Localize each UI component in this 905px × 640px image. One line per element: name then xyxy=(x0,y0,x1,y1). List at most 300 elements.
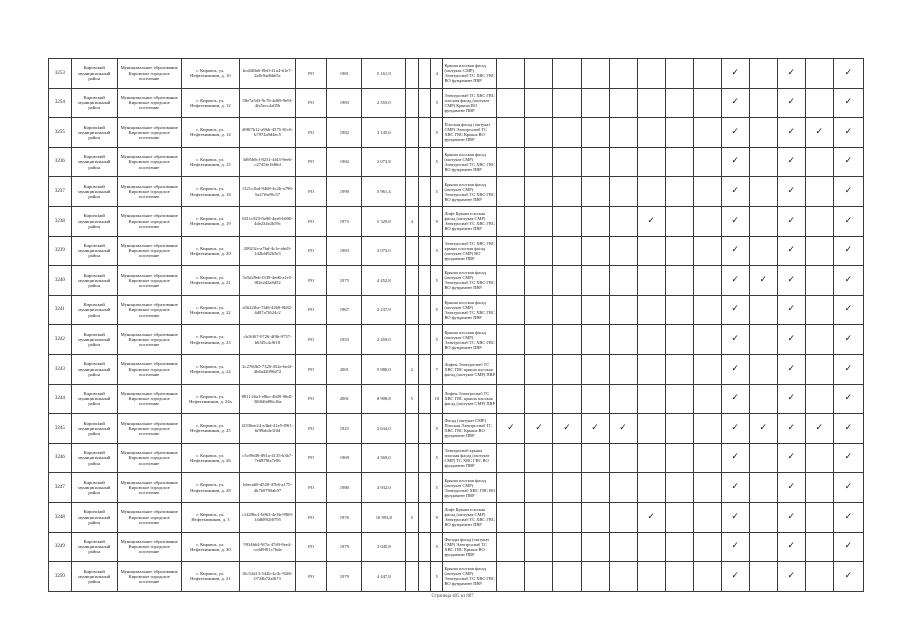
empty-cell xyxy=(749,325,777,355)
underground-cell xyxy=(418,236,430,266)
check-mark-icon: ✓ xyxy=(721,236,749,266)
year-cell: 1982 xyxy=(327,147,362,177)
entrances-cell: 5 xyxy=(430,266,442,296)
empty-cell xyxy=(581,502,609,532)
underground-cell xyxy=(418,325,430,355)
empty-cell xyxy=(609,88,637,118)
check-mark-icon: ✓ xyxy=(553,414,581,444)
area-cell: 2 355,0 xyxy=(362,88,406,118)
empty-cell xyxy=(693,473,721,503)
underground-cell xyxy=(418,59,430,89)
empty-cell xyxy=(581,88,609,118)
empty-cell xyxy=(609,473,637,503)
empty-cell xyxy=(581,59,609,89)
year-cell: 1981 xyxy=(327,59,362,89)
empty-cell xyxy=(553,206,581,236)
empty-cell xyxy=(637,177,665,207)
area-cell: 3 073,0 xyxy=(362,236,406,266)
table-row xyxy=(49,562,864,592)
check-mark-icon: ✓ xyxy=(777,177,805,207)
empty-cell xyxy=(805,473,833,503)
entrances-cell: 5 xyxy=(430,473,442,503)
empty-cell xyxy=(497,295,525,325)
empty-cell xyxy=(525,532,553,562)
check-mark-icon: ✓ xyxy=(777,147,805,177)
table-row xyxy=(49,147,864,177)
empty-cell xyxy=(637,414,665,444)
house-code-cell: 1321c2bd-9468-4c2b-a796-5a27f6e9fc57 xyxy=(239,177,295,207)
year-cell: 1983 xyxy=(327,236,362,266)
fund-form-cell: РО xyxy=(296,206,327,236)
address-cell: г. Кировск, ул. Нефтехимиков, д. 30 xyxy=(181,532,239,562)
row-number: 3239 xyxy=(49,236,72,266)
row-number: 3247 xyxy=(49,473,72,503)
underground-cell xyxy=(418,118,430,148)
area-cell: 4 452,8 xyxy=(362,266,406,296)
entrances-cell: 5 xyxy=(430,562,442,592)
house-code-cell: 58e7a5d3-9c76-4d69-9e9f-4fe5ecc4a05b xyxy=(239,88,295,118)
address-cell: г. Кировск, ул. Нефтехимиков, д. 22 xyxy=(181,295,239,325)
empty-cell xyxy=(665,88,693,118)
district-cell: Кировский муниципальный район xyxy=(71,532,117,562)
empty-cell xyxy=(497,384,525,414)
underground-cell xyxy=(418,266,430,296)
address-cell: г. Кировск, ул. Нефтехимиков, д. 24а xyxy=(181,384,239,414)
fund-form-cell: РО xyxy=(296,147,327,177)
check-mark-icon: ✓ xyxy=(833,473,863,503)
empty-cell xyxy=(553,532,581,562)
empty-cell xyxy=(749,177,777,207)
check-mark-icon: ✓ xyxy=(833,295,863,325)
check-mark-icon: ✓ xyxy=(777,354,805,384)
empty-cell xyxy=(609,147,637,177)
district-cell: Кировский муниципальный район xyxy=(71,59,117,89)
area-cell: 5 980,0 xyxy=(362,354,406,384)
row-number: 3240 xyxy=(49,266,72,296)
check-mark-icon: ✓ xyxy=(609,414,637,444)
empty-cell xyxy=(637,473,665,503)
empty-cell xyxy=(497,325,525,355)
floors-cell xyxy=(406,295,418,325)
empty-cell xyxy=(553,59,581,89)
municipality-cell: Муниципальное образование Кировское городское поселение xyxy=(117,502,181,532)
empty-cell xyxy=(749,384,777,414)
check-mark-icon: ✓ xyxy=(749,266,777,296)
empty-cell xyxy=(581,118,609,148)
area-cell: 2 237,9 xyxy=(362,295,406,325)
empty-cell xyxy=(749,562,777,592)
area-cell: 8 908,8 xyxy=(362,384,406,414)
empty-cell xyxy=(637,118,665,148)
empty-cell xyxy=(693,414,721,444)
entrances-cell: 4 xyxy=(430,59,442,89)
empty-cell xyxy=(637,325,665,355)
empty-cell xyxy=(665,502,693,532)
empty-cell xyxy=(609,59,637,89)
district-cell: Кировский муниципальный район xyxy=(71,384,117,414)
empty-cell xyxy=(749,88,777,118)
area-cell: 5 161,9 xyxy=(362,59,406,89)
empty-cell xyxy=(637,59,665,89)
check-mark-icon: ✓ xyxy=(777,502,805,532)
empty-cell xyxy=(497,88,525,118)
row-number: 3244 xyxy=(49,384,72,414)
empty-cell xyxy=(665,354,693,384)
empty-cell xyxy=(553,384,581,414)
district-cell: Кировский муниципальный район xyxy=(71,118,117,148)
municipality-cell: Муниципальное образование Кировское городское поселение xyxy=(117,206,181,236)
empty-cell xyxy=(525,502,553,532)
house-code-cell: c1429bc1-b963-4e3b-9969-14d6892f0795 xyxy=(239,502,295,532)
empty-cell xyxy=(693,354,721,384)
year-cell: 2001 xyxy=(327,384,362,414)
empty-cell xyxy=(581,266,609,296)
check-mark-icon: ✓ xyxy=(721,88,749,118)
underground-cell xyxy=(418,147,430,177)
district-cell: Кировский муниципальный район xyxy=(71,562,117,592)
empty-cell xyxy=(693,502,721,532)
empty-cell xyxy=(805,562,833,592)
works-list-cell: Электроснаб ТС ХВС ГВС крыша плоская фасад (оштукат СМР) ВО фундамент ПВР xyxy=(443,236,497,266)
empty-cell xyxy=(581,147,609,177)
underground-cell xyxy=(418,473,430,503)
empty-cell xyxy=(693,384,721,414)
fund-form-cell: РО xyxy=(296,236,327,266)
check-mark-icon: ✓ xyxy=(833,177,863,207)
empty-cell xyxy=(805,206,833,236)
table-row xyxy=(49,118,864,148)
underground-cell xyxy=(418,354,430,384)
house-code-cell: f2336ee24-a3bd-41e5-89f1-6f99ab4e1f0d xyxy=(239,414,295,444)
row-number: 3237 xyxy=(49,177,72,207)
underground-cell xyxy=(418,295,430,325)
municipality-cell: Муниципальное образование Кировское городское поселение xyxy=(117,443,181,473)
municipality-cell: Муниципальное образование Кировское городское поселение xyxy=(117,88,181,118)
empty-cell xyxy=(497,147,525,177)
entrances-cell: 9 xyxy=(430,502,442,532)
empty-cell xyxy=(637,354,665,384)
year-cell: 1976 xyxy=(327,502,362,532)
table-row xyxy=(49,502,864,532)
empty-cell xyxy=(525,562,553,592)
row-number: 3241 xyxy=(49,295,72,325)
floors-cell xyxy=(406,59,418,89)
district-cell: Кировский муниципальный район xyxy=(71,443,117,473)
empty-cell xyxy=(637,562,665,592)
empty-cell xyxy=(525,236,553,266)
check-mark-icon: ✓ xyxy=(637,206,665,236)
empty-cell xyxy=(497,473,525,503)
district-cell: Кировский муниципальный район xyxy=(71,414,117,444)
empty-cell xyxy=(525,59,553,89)
house-code-cell: 8811-f6a1-e8bc-4b09-96d1-3f60d6d96cf6a xyxy=(239,384,295,414)
fund-form-cell: РО xyxy=(296,295,327,325)
municipality-cell: Муниципальное образование Кировское городское поселение xyxy=(117,532,181,562)
empty-cell xyxy=(497,177,525,207)
check-mark-icon: ✓ xyxy=(833,562,863,592)
empty-cell xyxy=(553,443,581,473)
municipality-cell: Муниципальное образование Кировское городское поселение xyxy=(117,414,181,444)
works-list-cell: Электроснаб ТС ХВС ГВС плоская фасад (оштукат СМР) Крыша ВО фундамент ПВР xyxy=(443,88,497,118)
municipality-cell: Муниципальное образование Кировское городское поселение xyxy=(117,59,181,89)
empty-cell xyxy=(637,532,665,562)
empty-cell xyxy=(805,59,833,89)
empty-cell xyxy=(525,88,553,118)
floors-cell xyxy=(406,532,418,562)
row-number: 3245 xyxy=(49,414,72,444)
district-cell: Кировский муниципальный район xyxy=(71,147,117,177)
fund-form-cell: РО xyxy=(296,414,327,444)
check-mark-icon: ✓ xyxy=(833,443,863,473)
check-mark-icon: ✓ xyxy=(777,295,805,325)
empty-cell xyxy=(609,177,637,207)
empty-cell xyxy=(637,266,665,296)
empty-cell xyxy=(609,118,637,148)
empty-cell xyxy=(749,532,777,562)
fund-form-cell: РО xyxy=(296,354,327,384)
empty-cell xyxy=(609,325,637,355)
area-cell: 2 073,8 xyxy=(362,147,406,177)
empty-cell xyxy=(553,88,581,118)
house-code-cell: 0411c923-0a98-4ae6-b690-4de234e2b59c xyxy=(239,206,295,236)
address-cell: г. Кировск, ул. Нефтехимиков, д. 28 xyxy=(181,473,239,503)
district-cell: Кировский муниципальный район xyxy=(71,236,117,266)
entrances-cell: 5 xyxy=(430,532,442,562)
municipality-cell: Муниципальное образование Кировское городское поселение xyxy=(117,118,181,148)
works-list-cell: Крыша плоская фасад (оштукат СМР) Электроснаб ТС ХВС ГВС ВО фундамент ПВР xyxy=(443,266,497,296)
floors-cell xyxy=(406,325,418,355)
municipality-cell: Муниципальное образование Кировское городское поселение xyxy=(117,562,181,592)
entrances-cell: 5 xyxy=(430,295,442,325)
empty-cell xyxy=(581,325,609,355)
empty-cell xyxy=(665,384,693,414)
check-mark-icon: ✓ xyxy=(721,354,749,384)
row-number: 3238 xyxy=(49,206,72,236)
address-cell: г. Кировск, ул. Нефтехимиков, д. 10 xyxy=(181,59,239,89)
district-cell: Кировский муниципальный район xyxy=(71,325,117,355)
empty-cell xyxy=(693,562,721,592)
empty-cell xyxy=(553,325,581,355)
empty-cell xyxy=(805,354,833,384)
house-code-cell: cb16f67-0726-4f9b-9737-b63f5c4c9f18 xyxy=(239,325,295,355)
empty-cell xyxy=(665,325,693,355)
check-mark-icon: ✓ xyxy=(777,473,805,503)
row-number: 3242 xyxy=(49,325,72,355)
check-mark-icon: ✓ xyxy=(637,502,665,532)
table-row xyxy=(49,177,864,207)
check-mark-icon: ✓ xyxy=(805,414,833,444)
table-row xyxy=(49,206,864,236)
address-cell: г. Кировск, ул. Нефтехимиков, д. 18 xyxy=(181,177,239,207)
area-cell: 2 459,0 xyxy=(362,325,406,355)
fund-form-cell: РО xyxy=(296,473,327,503)
empty-cell xyxy=(609,443,637,473)
year-cell: 1925 xyxy=(327,414,362,444)
check-mark-icon: ✓ xyxy=(833,354,863,384)
empty-cell xyxy=(497,354,525,384)
floors-cell xyxy=(406,236,418,266)
empty-cell xyxy=(609,502,637,532)
check-mark-icon: ✓ xyxy=(833,414,863,444)
floors-cell xyxy=(406,473,418,503)
year-cell: 1973 xyxy=(327,206,362,236)
year-cell: 1982 xyxy=(327,118,362,148)
floors-cell xyxy=(406,177,418,207)
check-mark-icon: ✓ xyxy=(721,147,749,177)
page-footer: Страница 405 из 887 xyxy=(431,594,474,599)
municipality-cell: Муниципальное образование Кировское городское поселение xyxy=(117,325,181,355)
works-list-cell: Крыша плоская фасад (оштукат СМР) Электроснаб ХВС ГВС ВО фундамент ПВР xyxy=(443,473,497,503)
empty-cell xyxy=(525,473,553,503)
empty-cell xyxy=(749,502,777,532)
check-mark-icon: ✓ xyxy=(581,414,609,444)
empty-cell xyxy=(693,325,721,355)
empty-cell xyxy=(581,443,609,473)
empty-cell xyxy=(665,177,693,207)
underground-cell xyxy=(418,384,430,414)
municipality-cell: Муниципальное образование Кировское городское поселение xyxy=(117,384,181,414)
empty-cell xyxy=(805,177,833,207)
address-cell: г. Кировск, ул. Нефтехимиков, д. 26 xyxy=(181,443,239,473)
underground-cell xyxy=(418,443,430,473)
district-cell: Кировский муниципальный район xyxy=(71,266,117,296)
check-mark-icon: ✓ xyxy=(749,414,777,444)
empty-cell xyxy=(525,384,553,414)
check-mark-icon: ✓ xyxy=(525,414,553,444)
municipality-cell: Муниципальное образование Кировское городское поселение xyxy=(117,473,181,503)
empty-cell xyxy=(553,354,581,384)
row-number: 3255 xyxy=(49,118,72,148)
empty-cell xyxy=(665,414,693,444)
floors-cell xyxy=(406,414,418,444)
empty-cell xyxy=(805,295,833,325)
house-code-cell: bcd4f8a6-f9e0-41a4-b1e7-2a8c9ad6b65c xyxy=(239,59,295,89)
year-cell: 1979 xyxy=(327,532,362,562)
works-list-cell: Фасады фасад (оштукат СМР) Электроснаб ТС ХВС ГВС Крыша ВО фундамент ПВР xyxy=(443,532,497,562)
empty-cell xyxy=(749,473,777,503)
check-mark-icon: ✓ xyxy=(721,266,749,296)
area-cell: 5 329,8 xyxy=(362,206,406,236)
floors-cell: 5 xyxy=(406,502,418,532)
empty-cell xyxy=(553,236,581,266)
fund-form-cell: РО xyxy=(296,59,327,89)
house-code-cell: 5e5d29eb-f339-4ed6-a1e5-f82e2d2a8d52 xyxy=(239,266,295,296)
check-mark-icon: ✓ xyxy=(833,206,863,236)
works-list-cell: Крыша плоская фасад (оштукат СМР) Электроснаб ТС ХВС ГВС ВО фундамент ПВР xyxy=(443,147,497,177)
entrances-cell: 5 xyxy=(430,118,442,148)
empty-cell xyxy=(805,88,833,118)
empty-cell xyxy=(497,118,525,148)
fund-form-cell: РО xyxy=(296,502,327,532)
row-number: 3250 xyxy=(49,562,72,592)
empty-cell xyxy=(581,206,609,236)
floors-cell xyxy=(406,562,418,592)
address-cell: г. Кировск, ул. Нефтехимиков, д. 25 xyxy=(181,414,239,444)
table-row xyxy=(49,414,864,444)
entrances-cell: 5 xyxy=(430,88,442,118)
empty-cell xyxy=(497,206,525,236)
empty-cell xyxy=(805,384,833,414)
house-code-cell: d98f7b12-a9b6-4575-81c6-b7974a9d4ec5 xyxy=(239,118,295,148)
works-list-cell: Лифт Крыша плоская фасад (оштукат СМР) Электроснаб ТС ХВС ГВС ВО фундамент ПВР xyxy=(443,206,497,236)
empty-cell xyxy=(805,502,833,532)
check-mark-icon: ✓ xyxy=(777,236,805,266)
check-mark-icon: ✓ xyxy=(777,59,805,89)
floors-cell xyxy=(406,443,418,473)
check-mark-icon: ✓ xyxy=(721,473,749,503)
table-row xyxy=(49,236,864,266)
empty-cell xyxy=(637,384,665,414)
row-number: 3254 xyxy=(49,88,72,118)
entrances-cell: 10 xyxy=(430,384,442,414)
address-cell: г. Кировск, ул. Нефтехимиков, д. 23 xyxy=(181,325,239,355)
empty-cell xyxy=(805,147,833,177)
empty-cell xyxy=(665,473,693,503)
check-mark-icon: ✓ xyxy=(777,266,805,296)
works-list-cell: Крыша плоская фасад (оштукат. СМР) Электроснаб ТС ХВС ГВС ВО фундамент ПВР xyxy=(443,59,497,89)
check-mark-icon: ✓ xyxy=(497,414,525,444)
district-cell: Кировский муниципальный район xyxy=(71,502,117,532)
year-cell: 1975 xyxy=(327,266,362,296)
floors-cell: 2 xyxy=(406,354,418,384)
empty-cell xyxy=(553,562,581,592)
check-mark-icon: ✓ xyxy=(777,118,805,148)
check-mark-icon: ✓ xyxy=(721,118,749,148)
area-cell: 3 045,8 xyxy=(362,532,406,562)
empty-cell xyxy=(665,59,693,89)
year-cell: 1967 xyxy=(327,295,362,325)
check-mark-icon: ✓ xyxy=(777,384,805,414)
address-cell: г. Кировск, ул. Нефтехимиков, д. 12 xyxy=(181,88,239,118)
check-mark-icon: ✓ xyxy=(833,59,863,89)
floors-cell: 5 xyxy=(406,384,418,414)
fund-form-cell: РО xyxy=(296,266,327,296)
empty-cell xyxy=(693,147,721,177)
area-cell: 10 993,8 xyxy=(362,502,406,532)
check-mark-icon: ✓ xyxy=(833,384,863,414)
check-mark-icon: ✓ xyxy=(777,414,805,444)
check-mark-icon: ✓ xyxy=(777,88,805,118)
area-cell: 3 145,6 xyxy=(362,118,406,148)
check-mark-icon: ✓ xyxy=(833,266,863,296)
area-cell: 2 634,0 xyxy=(362,414,406,444)
entrances-cell: 5 xyxy=(430,236,442,266)
row-number: 3243 xyxy=(49,354,72,384)
empty-cell xyxy=(693,443,721,473)
empty-cell xyxy=(553,177,581,207)
works-list-cell: Крыша плоская фасад (оштукат СМР) Электроснаб ТС ХВС ГВС ВО фундамент ПВР xyxy=(443,325,497,355)
empty-cell xyxy=(665,266,693,296)
municipality-cell: Муниципальное образование Кировское городское поселение xyxy=(117,147,181,177)
empty-cell xyxy=(497,266,525,296)
check-mark-icon: ✓ xyxy=(721,177,749,207)
check-mark-icon: ✓ xyxy=(833,325,863,355)
check-mark-icon: ✓ xyxy=(833,502,863,532)
empty-cell xyxy=(749,295,777,325)
address-cell: г. Кировск, ул. Нефтехимиков, д. 21 xyxy=(181,266,239,296)
empty-cell xyxy=(693,177,721,207)
check-mark-icon: ✓ xyxy=(721,562,749,592)
house-code-cell: 0fc52d13-542b-4c0c-92f6-0724b72af673 xyxy=(239,562,295,592)
table-row xyxy=(49,266,864,296)
empty-cell xyxy=(805,266,833,296)
check-mark-icon: ✓ xyxy=(721,502,749,532)
check-mark-icon: ✓ xyxy=(721,206,749,236)
empty-cell xyxy=(497,236,525,266)
empty-cell xyxy=(581,473,609,503)
area-cell: 4 932,0 xyxy=(362,473,406,503)
empty-cell xyxy=(525,295,553,325)
